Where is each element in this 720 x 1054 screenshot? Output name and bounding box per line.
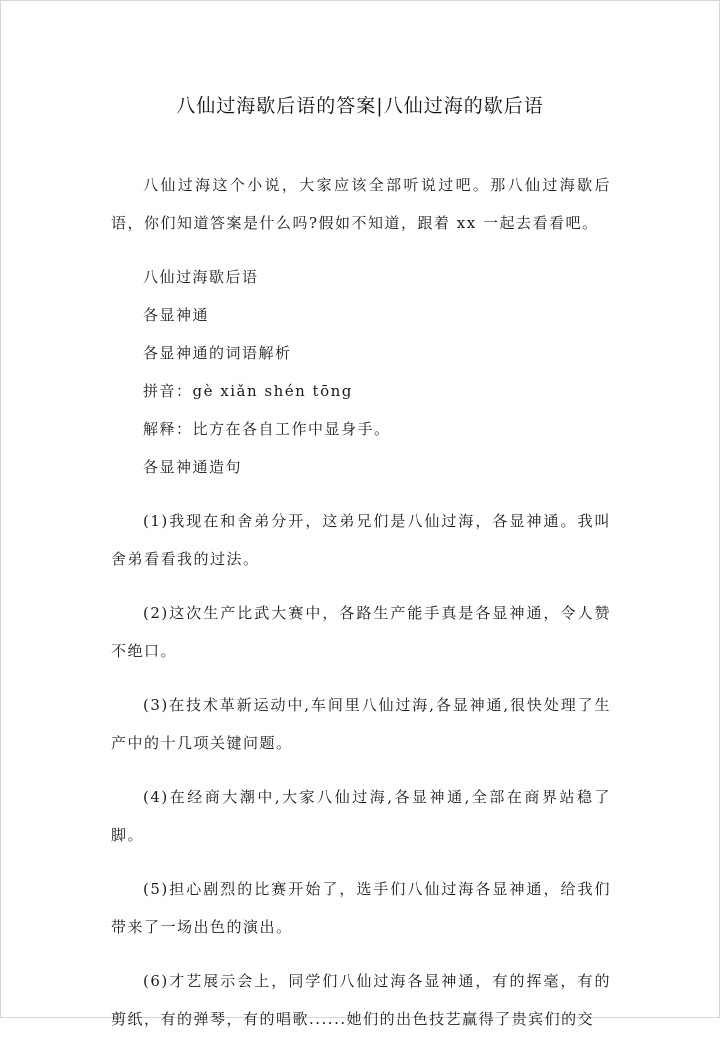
example-sentence: (5)担心剧烈的比赛开始了，选手们八仙过海各显神通，给我们带来了一场出色的演出。 (111, 880, 611, 936)
example-sentence: (4)在经商大潮中,大家八仙过海,各显神通,全部在商界站稳了脚。 (111, 788, 611, 844)
intro-paragraph: 八仙过海这个小说，大家应该全部听说过吧。那八仙过海歇后语，你们知道答案是什么吗?假如不知道，跟着 xx 一起去看看吧。 (111, 176, 611, 232)
section-heading: 各显神通造句 (143, 458, 243, 476)
section-heading: 各显神通的词语解析 (143, 344, 292, 362)
example-sentence: (1)我现在和舍弟分开，这弟兄们是八仙过海，各显神通。我叫舍弟看看我的过法。 (111, 512, 611, 568)
example-sentence: (6)才艺展示会上，同学们八仙过海各显神通，有的挥毫，有的剪纸，有的弹琴，有的唱歌......她们的出色技艺赢得了贵宾们的交 (111, 972, 611, 1028)
example-sentence: (3)在技术革新运动中,车间里八仙过海,各显神通,很快处理了生产中的十几项关键问题。 (111, 696, 611, 752)
section-heading: 八仙过海歇后语 (143, 268, 259, 286)
definition-line: 解释：比方在各自工作中显身手。 (143, 420, 391, 438)
document-title: 八仙过海歇后语的答案|八仙过海的歇后语 (176, 95, 544, 117)
answer-text: 各显神通 (143, 306, 210, 324)
example-sentence: (2)这次生产比武大赛中，各路生产能手真是各显神通，令人赞不绝口。 (111, 604, 611, 660)
pinyin-line: 拼音：gè xiǎn shén tōng (143, 382, 353, 400)
document-body (111, 166, 611, 1054)
